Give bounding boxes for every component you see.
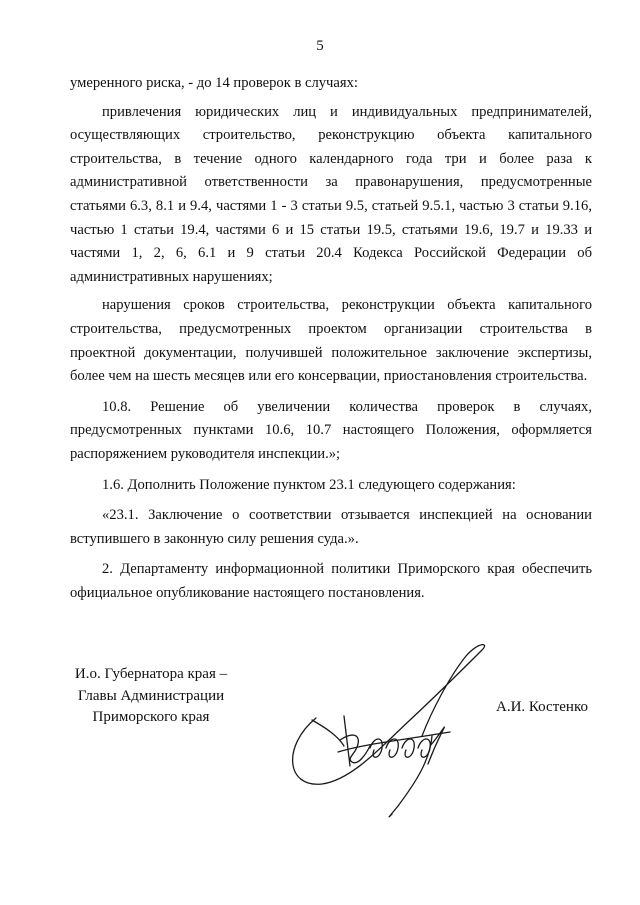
paragraph-10-8: 10.8. Решение об увеличении количества проверок в случаях, предусмотренных пунктами 10.6, 10.7 настоящего Положения, оформляется распоряжением руководителя инспекции.»; [70, 398, 592, 462]
paragraph-continuation: умеренного риска, - до 14 проверок в случаях: [70, 75, 358, 91]
paragraph-1-6: 1.6. Дополнить Положение пунктом 23.1 следующего содержания: [102, 476, 516, 493]
paragraph-legal-entities: привлечения юридических лиц и индивидуальных предпринимателей, осуществляющих строительство, реконструкцию объекта капитального строительства, в течение одного календарного года три и более раза к административной ответственности за правонарушения, предусмотренные статьями 6.3, 8.1 и 9.4, частями 1 - 3 статьи 9.5, статьей 9.5.1, частью 3 статьи 9.16, частью 1 статьи 19.4, частями 6 и 15 статьи 19.5, статьями 19.6, 19.7 и 19.33 и частями 1, 2, 6, 6.1 и 9 статьи 20.4 Кодекса Российской Федерации об административных нарушениях; [70, 103, 592, 285]
document-body [70, 72, 592, 605]
signatory-title-line: Главы Администрации [77, 687, 225, 704]
signatory-title [66, 664, 236, 729]
paragraph-deadlines: нарушения сроков строительства, реконструкции объекта капитального строительства, предусмотренных проектом организации строительства в проектной документации, получившей положительное заключение экспертизы, более чем на шесть месяцев или его консервации, приостановления строительства. [70, 297, 592, 385]
page-number: 5 [316, 38, 324, 54]
signatory-title-line: Приморского края [92, 709, 210, 725]
paragraph-23-1: «23.1. Заключение о соответствии отзывается инспекцией на основании вступившего в законную силу решения суда.». [70, 507, 592, 547]
signatory-name: А.И. Костенко [496, 699, 588, 715]
paragraph-2: 2. Департаменту информационной политики Приморского края обеспечить официальное опубликование настоящего постановления. [70, 561, 592, 601]
handwritten-signature [282, 636, 492, 822]
signatory-title-line: И.о. Губернатора края – [74, 666, 228, 682]
